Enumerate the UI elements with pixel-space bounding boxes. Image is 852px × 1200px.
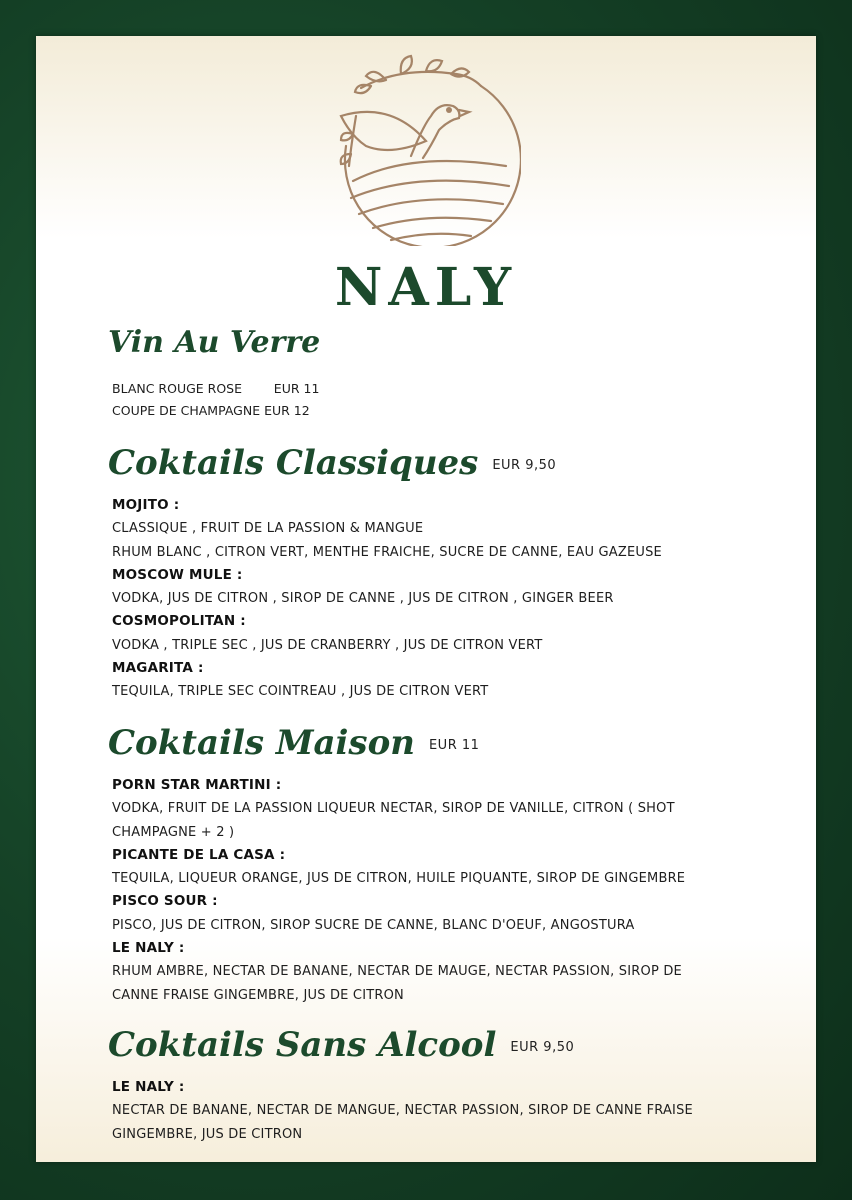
drink-desc: VODKA , TRIPLE SEC , JUS DE CRANBERRY , JUS DE CITRON VERT [112,637,543,653]
section-price: EUR 11 [428,737,480,753]
maison-list [112,774,752,1007]
drink-desc: TEQUILA, LIQUEUR ORANGE, JUS DE CITRON, HUILE PIQUANTE, SIROP DE GINGEMBRE [112,871,686,887]
section-title-sans-alcool: Coktails Sans Alcool EUR 9,50 [108,1025,575,1065]
drink-desc: RHUM AMBRE, NECTAR DE BANANE, NECTAR DE MAUGE, NECTAR PASSION, SIROP DE [112,964,682,980]
drink-desc: GINGEMBRE, JUS DE CITRON [112,1126,303,1142]
menu-card [36,36,816,1162]
drink-name: PISCO SOUR : [112,893,218,910]
sans-alcool-list [112,1076,752,1146]
section-title-maison: Coktails Maison EUR 11 [108,723,480,763]
drink-desc: TEQUILA, TRIPLE SEC COINTREAU , JUS DE CITRON VERT [112,684,489,700]
drink-desc: PISCO, JUS DE CITRON, SIROP SUCRE DE CANNE, BLANC D'OEUF, ANGOSTURA [112,917,635,933]
drink-desc: CHAMPAGNE + 2 ) [112,824,235,840]
list-item: BLANC ROUGE ROSE EUR 11 [112,381,320,396]
drink-desc: VODKA, JUS DE CITRON , SIROP DE CANNE , JUS DE CITRON , GINGER BEER [112,591,614,607]
drink-desc: RHUM BLANC , CITRON VERT, MENTHE FRAICHE, SUCRE DE CANNE, EAU GAZEUSE [112,544,662,560]
classiques-list [112,494,752,704]
section-title-classiques: Coktails Classiques EUR 9,50 [108,443,557,483]
drink-name: MOJITO : [112,497,180,513]
drink-name: MAGARITA : [112,660,204,677]
drink-name: COSMOPOLITAN : [112,613,246,630]
drink-name: PORN STAR MARTINI : [112,777,282,793]
drink-name: MOSCOW MULE : [112,566,243,583]
section-title-vin: Vin Au Verre [108,325,321,360]
vin-list [112,378,752,422]
drink-desc: NECTAR DE BANANE, NECTAR DE MANGUE, NECTAR PASSION, SIROP DE CANNE FRAISE [112,1103,693,1119]
bird-logo-icon [331,46,521,246]
list-item: COUPE DE CHAMPAGNE EUR 12 [112,403,310,418]
drink-name: PICANTE DE LA CASA : [112,846,286,863]
drink-name: LE NALY : [112,940,185,957]
drink-desc: VODKA, FRUIT DE LA PASSION LIQUEUR NECTAR, SIROP DE VANILLE, CITRON ( SHOT [112,801,675,817]
drink-desc: CANNE FRAISE GINGEMBRE, JUS DE CITRON [112,987,404,1003]
section-price: EUR 9,50 [510,1039,575,1055]
section-price: EUR 9,50 [492,457,557,473]
brand-wordmark: NALY [334,257,518,318]
drink-desc: CLASSIQUE , FRUIT DE LA PASSION & MANGUE [112,521,424,537]
drink-name: LE NALY : [112,1079,185,1095]
